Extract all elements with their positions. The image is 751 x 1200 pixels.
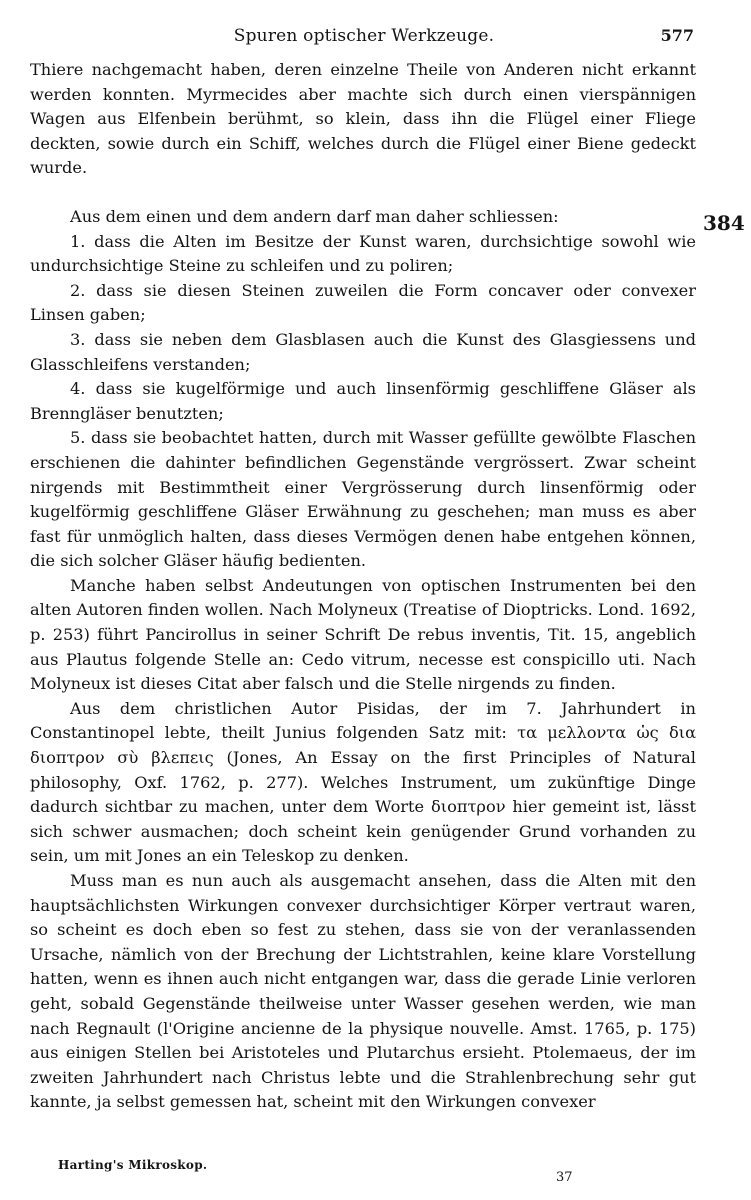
margin-section-number: 384	[703, 211, 745, 235]
paragraph-continuation: Thiere nachgemacht haben, deren einzelne Theile von Anderen nicht erkannt werden konnten. Myrmecides aber machte sich durch einen vierspännigen Wagen aus Elfenbein berühmt, so klein, dass ihn die Flügel einer Fliege deckten, sowie durch ein Schiff, welches durch die Flügel einer Biene gedeckt wurde.	[30, 60, 696, 178]
paragraph-refraction: Muss man es nun auch als ausgemacht ansehen, dass die Alten mit den hauptsächlichsten Wirkungen convexer durchsichtiger Körper vertraut waren, so scheint es doch eben so fest zu stehen, dass sie von der veranlassenden Ursache, nämlich von der Brechung der Lichtstrahlen, keine klare Vorstellung hatten, wenn es ihnen auch nicht entgangen war, dass die gerade Linie verloren geht, sobald Gegenstände theilweise unter Wasser gesehen werden, wie man nach Regnault (l'Origine ancienne de la physique nouvelle. Amst. 1765, p. 175) aus einigen Stellen bei Aristoteles und Plutarchus ersieht. Ptolemaeus, der im zweiten Jahrhundert nach Christus lebte und die Strahlenbrechung sehr gut kannte, ja selbst gemessen hat, scheint mit den Wirkungen convexer	[30, 871, 696, 1112]
list-item-2: 2. dass sie diesen Steinen zuweilen die Form concaver oder convexer Linsen gaben;	[30, 280, 696, 325]
paragraph-molyneux: Manche haben selbst Andeutungen von optischen Instrumenten bei den alten Autoren finden wollen. Nach Molyneux (Treatise of Dioptricks. Lond. 1692, p. 253) führt Pancirollus in seiner Schrift De rebus inventis, Tit. 15, angeblich aus Plautus folgende Stelle an: Cedo vitrum, necesse est conspicillo uti. Nach Molyneux ist dieses Citat aber falsch und die Stelle nirgends zu finden.	[30, 575, 696, 694]
paragraph-gap	[30, 181, 696, 205]
page-number: 577	[660, 26, 694, 45]
list-item-5: 5. dass sie beobachtet hatten, durch mit Wasser gefüllte gewölbte Flaschen erschienen die dahinter befindlichen Gegenstände vergrössert. Zwar scheint nirgends mit Bestimmtheit einer Vergrösserung durch linsenförmig oder kugelförmig geschliffene Gläser Erwähnung zu geschehen; man muss es aber fast für unmöglich halten, dass dieses Vermögen denen habe entgehen können, die sich solcher Gläser häufig bedienten.	[30, 428, 696, 571]
list-item-1: 1. dass die Alten im Besitze der Kunst waren, durchsichtige sowohl wie undurchsichtige Steine zu schleifen und zu poliren;	[30, 231, 696, 276]
body-text	[30, 58, 696, 1115]
paragraph-conclusion-intro: Aus dem einen und dem andern darf man daher schliessen:	[70, 206, 559, 226]
running-title: Spuren optischer Werkzeuge.	[233, 26, 495, 46]
list-item-3: 3. dass sie neben dem Glasblasen auch die Kunst des Glasgiessens und Glasschleifens verstanden;	[30, 329, 696, 374]
running-header	[34, 26, 694, 50]
paragraph-pisidas: Aus dem christlichen Autor Pisidas, der im 7. Jahrhundert in Constantinopel lebte, theilt Junius folgenden Satz mit: τα μελλοντα ὡς δια διοπτρον σὺ βλεπεις (Jones, An Essay on the first Principles of Natural philosophy, Oxf. 1762, p. 277). Welches Instrument, um zukünftige Dinge dadurch sichtbar zu machen, unter dem Worte διοπτρον hier gemeint ist, lässt sich schwer ausmachen; doch scheint kein genügender Grund vorhanden zu sein, um mit Jones an ein Teleskop zu denken.	[30, 698, 696, 866]
signature-mark: Harting's Mikroskop.	[58, 1158, 208, 1172]
list-item-4: 4. dass sie kugelförmige und auch linsenförmig geschliffene Gläser als Brenngläser benutzten;	[30, 379, 696, 423]
sheet-number: 37	[556, 1170, 573, 1185]
